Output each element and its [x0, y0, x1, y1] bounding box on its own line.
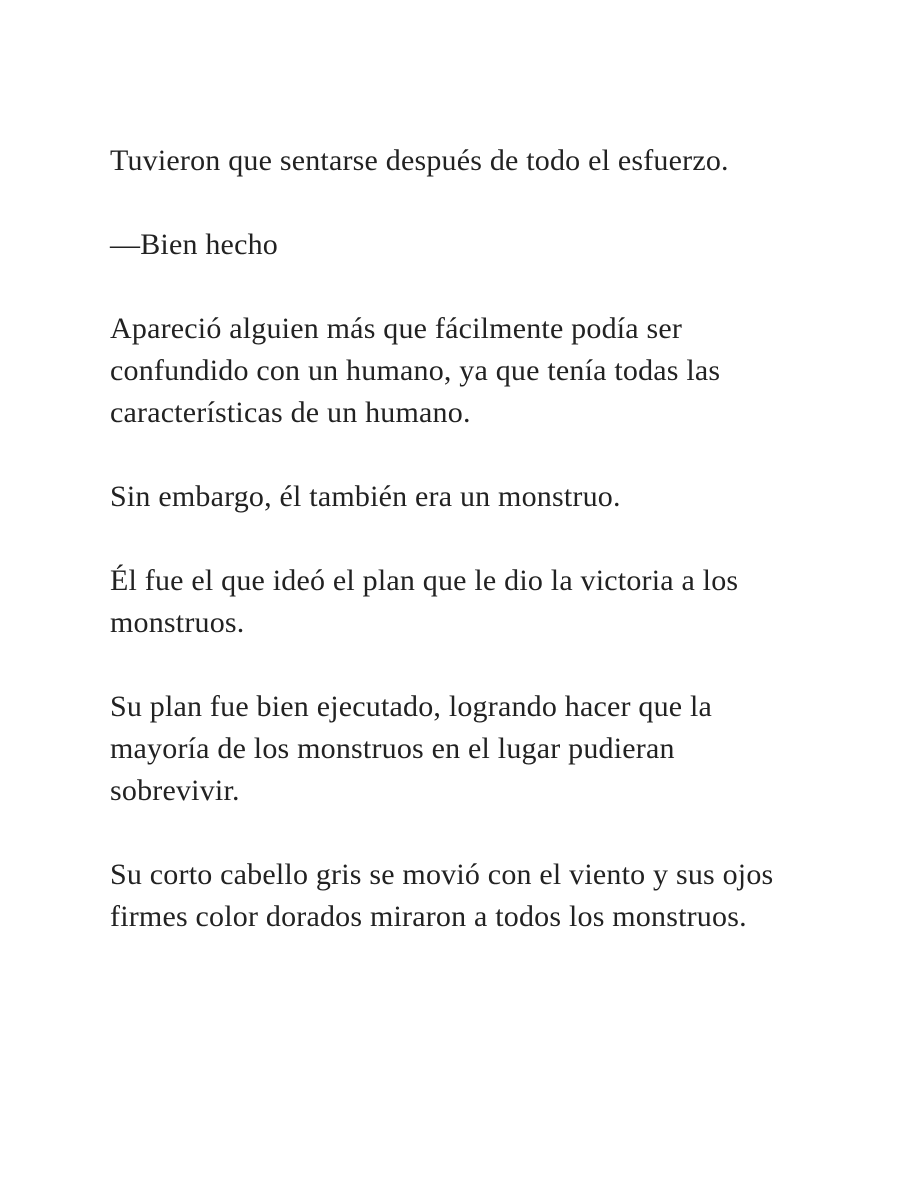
paragraph-dialogue: —Bien hecho [110, 228, 278, 261]
paragraph-plan-executed: Su plan fue bien ejecutado, logrando hacer que la mayoría de los monstruos en el lugar pudieran sobrevivir. [110, 690, 713, 807]
paragraph-appearance: Su corto cabello gris se movió con el viento y sus ojos firmes color dorados miraron a todos los monstruos. [110, 858, 774, 933]
paragraph-effort: Tuvieron que sentarse después de todo el esfuerzo. [110, 144, 729, 177]
paragraph-victory-plan: Él fue el que ideó el plan que le dio la victoria a los monstruos. [110, 564, 739, 639]
paragraph-monster: Sin embargo, él también era un monstruo. [110, 480, 621, 513]
paragraph-human-like-figure: Apareció alguien más que fácilmente podía ser confundido con un humano, ya que tenía todas las características de un humano. [110, 312, 721, 429]
story-text [110, 140, 800, 980]
